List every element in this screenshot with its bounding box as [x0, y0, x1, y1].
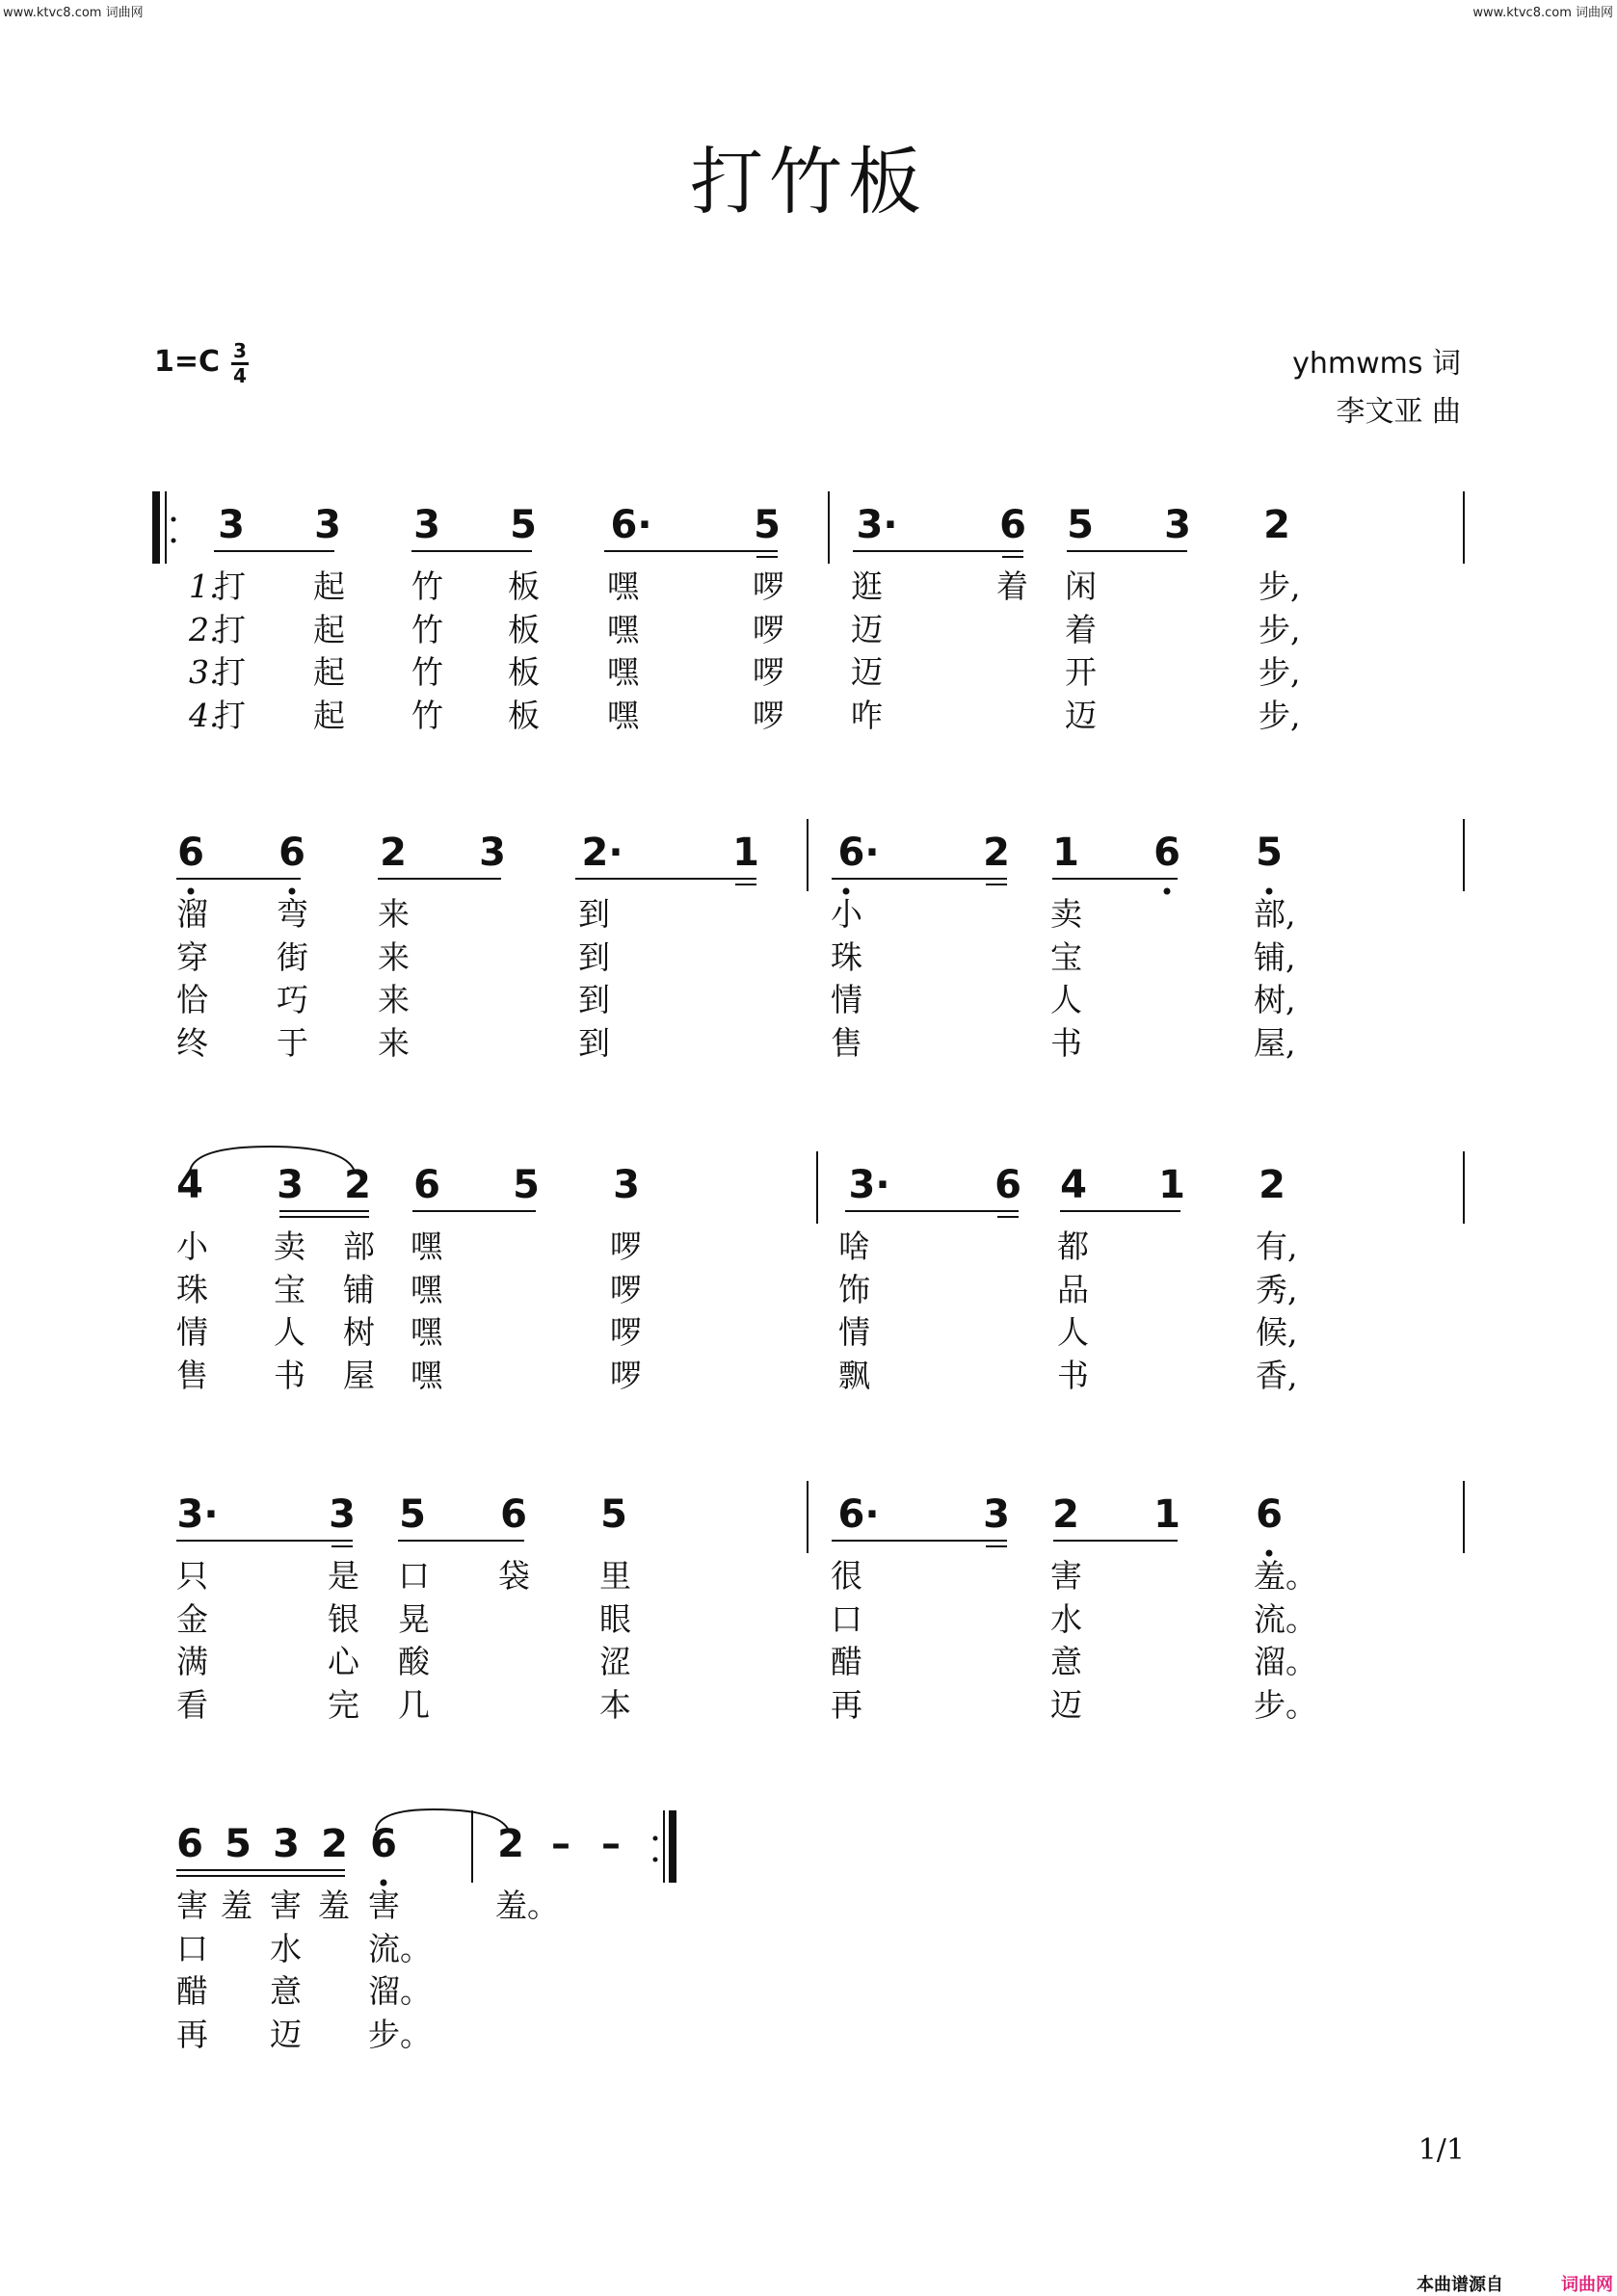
note: 5	[600, 1492, 627, 1537]
lyric: 部,	[1254, 895, 1296, 933]
lyric: 心	[328, 1643, 359, 1680]
lyricist-credit: yhmwms 词	[1292, 347, 1461, 381]
lyric: 竹	[411, 697, 443, 734]
lyric: 里	[599, 1557, 631, 1595]
lyric: 是	[328, 1557, 359, 1595]
lyric: 着	[996, 567, 1028, 605]
lyric: 嘿	[607, 611, 639, 648]
lyric: 啰	[610, 1313, 642, 1351]
lyric: 起	[313, 567, 345, 605]
lyric: 袋	[498, 1557, 530, 1595]
lyric: 步,	[1259, 611, 1301, 648]
lyric: 树,	[1254, 981, 1296, 1018]
lyric: 啥	[838, 1227, 870, 1265]
lyric: 啰	[610, 1271, 642, 1308]
lyric: 宝	[1050, 938, 1082, 976]
time-signature	[231, 341, 249, 385]
lyric: 打	[214, 697, 246, 734]
lyric: 到	[578, 981, 610, 1018]
lyric: 再	[176, 2016, 208, 2053]
lyric: 口	[176, 1930, 208, 1967]
note: 5	[513, 1163, 540, 1207]
lyric: 开	[1065, 653, 1097, 691]
note: 6	[500, 1492, 527, 1537]
footer-source-label: 本曲谱源自	[1417, 2275, 1503, 2295]
note: 3	[314, 503, 341, 547]
note: 5	[225, 1822, 252, 1866]
lyric: 人	[1057, 1313, 1089, 1351]
lyric: 步。	[368, 2016, 432, 2053]
dash: –	[601, 1822, 621, 1866]
lyric: 步,	[1259, 567, 1301, 605]
lyric: 嘿	[411, 1227, 442, 1265]
lyric: 涩	[599, 1643, 631, 1680]
lyric: 板	[508, 653, 540, 691]
note: 2	[1259, 1163, 1286, 1207]
lyric: 竹	[411, 567, 443, 605]
note: 3	[983, 1492, 1010, 1537]
time-signature-top: 3	[233, 339, 247, 362]
lyric: 起	[313, 653, 345, 691]
lyric: 卖	[1050, 895, 1082, 933]
note: 2	[1263, 503, 1290, 547]
lyric: 打	[214, 653, 246, 691]
lyric: 迈	[1065, 697, 1097, 734]
song-title: 打竹板	[690, 139, 927, 224]
lyric: 羞	[318, 1887, 350, 1924]
lyric: 部	[343, 1227, 375, 1265]
lyric: 啰	[610, 1357, 642, 1394]
lyric: 来	[378, 938, 410, 976]
lyric: 迈	[1050, 1686, 1082, 1724]
lyric: 来	[378, 895, 410, 933]
dash: –	[551, 1822, 570, 1866]
lyric: 嘿	[411, 1271, 442, 1308]
lyric: 害	[270, 1887, 302, 1924]
time-signature-bottom: 4	[231, 362, 249, 385]
lyric: 迈	[270, 2016, 302, 2053]
lyric: 都	[1057, 1227, 1089, 1265]
note: 6·	[837, 1492, 880, 1537]
lyric: 板	[508, 697, 540, 734]
lyric: 书	[1057, 1357, 1089, 1394]
note: 3	[613, 1163, 640, 1207]
lyric: 看	[176, 1686, 208, 1724]
lyric: 屋,	[1254, 1024, 1296, 1062]
note: 2	[1052, 1492, 1079, 1537]
note: 2	[983, 831, 1010, 875]
lyric: 羞	[221, 1887, 252, 1924]
lyric: 有,	[1256, 1227, 1298, 1265]
note: 1	[732, 831, 759, 875]
note: 2	[380, 831, 407, 875]
lyric: 意	[1050, 1643, 1082, 1680]
note: 6	[278, 831, 305, 875]
lyric: 小	[176, 1227, 208, 1265]
lyric: 完	[328, 1686, 359, 1724]
lyric: 晃	[398, 1600, 430, 1638]
lyric: 书	[274, 1357, 305, 1394]
lyric: 竹	[411, 611, 443, 648]
note: 1	[1052, 831, 1079, 875]
note: 6	[370, 1822, 397, 1866]
lyric: 铺,	[1254, 938, 1296, 976]
note: 3	[1164, 503, 1191, 547]
note: 5	[510, 503, 537, 547]
lyric: 啰	[610, 1227, 642, 1265]
lyric: 满	[176, 1643, 208, 1680]
lyric: 金	[176, 1600, 208, 1638]
lyric: 逛	[851, 567, 883, 605]
lyric: 本	[599, 1686, 631, 1724]
lyric: 卖	[274, 1227, 305, 1265]
note: 3	[413, 503, 440, 547]
note: 5	[754, 503, 781, 547]
lyric: 迈	[851, 653, 883, 691]
lyric: 只	[176, 1557, 208, 1595]
lyric: 飘	[838, 1357, 870, 1394]
lyric: 咋	[851, 697, 883, 734]
lyric: 秀,	[1256, 1271, 1298, 1308]
lyric: 书	[1050, 1024, 1082, 1062]
lyric: 害	[1050, 1557, 1082, 1595]
lyric: 害	[176, 1887, 208, 1924]
lyric: 情	[176, 1313, 208, 1351]
lyric: 到	[578, 1024, 610, 1062]
lyric: 意	[270, 1972, 302, 2010]
lyric: 啰	[753, 611, 784, 648]
note: 2	[321, 1822, 348, 1866]
note: 3·	[856, 503, 898, 547]
lyric: 打	[214, 611, 246, 648]
note: 4	[1060, 1163, 1087, 1207]
lyric: 醋	[176, 1972, 208, 2010]
note: 2	[344, 1163, 371, 1207]
note: 3	[218, 503, 245, 547]
footer-site-logo: 词曲网	[1561, 2275, 1613, 2295]
lyric: 酸	[398, 1643, 430, 1680]
verse-number: 2.	[189, 611, 220, 648]
lyric: 售	[831, 1024, 862, 1062]
lyric: 口	[398, 1557, 430, 1595]
lyric: 步,	[1259, 697, 1301, 734]
lyric: 起	[313, 611, 345, 648]
note: 3·	[176, 1492, 219, 1537]
lyric: 弯	[277, 895, 308, 933]
lyric: 溜。	[1254, 1643, 1317, 1680]
note: 2	[497, 1822, 524, 1866]
lyric: 溜。	[368, 1972, 432, 2010]
lyric: 巧	[277, 981, 308, 1018]
lyric: 嘿	[607, 697, 639, 734]
lyric: 步,	[1259, 653, 1301, 691]
lyric: 饰	[838, 1271, 870, 1308]
verse-number: 3.	[189, 653, 220, 691]
lyric: 情	[831, 981, 862, 1018]
lyric: 屋	[343, 1357, 375, 1394]
note: 4	[176, 1163, 203, 1207]
lyric: 起	[313, 697, 345, 734]
lyric: 嘿	[411, 1313, 442, 1351]
note: 6	[177, 831, 204, 875]
note: 5	[1067, 503, 1094, 547]
lyric: 小	[831, 895, 862, 933]
note: 6	[999, 503, 1026, 547]
note: 3	[329, 1492, 356, 1537]
lyric: 板	[508, 611, 540, 648]
lyric: 水	[270, 1930, 302, 1967]
lyric: 着	[1065, 611, 1097, 648]
lyric: 嘿	[411, 1357, 442, 1394]
lyric: 醋	[831, 1643, 862, 1680]
note: 3·	[848, 1163, 890, 1207]
row-4-lines	[0, 1476, 1617, 1553]
note: 2·	[581, 831, 623, 875]
lyric: 品	[1057, 1271, 1089, 1308]
lyric: 嘿	[607, 653, 639, 691]
note: 1	[1153, 1492, 1180, 1537]
note: 6	[1153, 831, 1180, 875]
lyric: 人	[1050, 981, 1082, 1018]
lyric: 流。	[368, 1930, 432, 1967]
lyric: 迈	[851, 611, 883, 648]
composer-credit: 李文亚 曲	[1336, 395, 1461, 429]
lyric: 铺	[343, 1271, 375, 1308]
verse-number: 1.	[189, 567, 220, 605]
lyric: 啰	[753, 567, 784, 605]
key-signature: 1=C	[154, 345, 221, 379]
lyric: 水	[1050, 1600, 1082, 1638]
lyric: 候,	[1256, 1313, 1298, 1351]
slur-mark	[190, 1147, 355, 1172]
lyric: 板	[508, 567, 540, 605]
lyric: 啰	[753, 653, 784, 691]
note: 1	[1158, 1163, 1185, 1207]
note: 6·	[610, 503, 652, 547]
lyric: 珠	[831, 938, 862, 976]
lyric: 啰	[753, 697, 784, 734]
note: 3	[273, 1822, 300, 1866]
lyric: 羞。	[495, 1887, 559, 1924]
lyric: 到	[578, 938, 610, 976]
lyric: 来	[378, 1024, 410, 1062]
lyric: 口	[831, 1600, 862, 1638]
page-number: 1/1	[1418, 2133, 1465, 2167]
lyric: 银	[328, 1600, 359, 1638]
lyric: 很	[831, 1557, 862, 1595]
note: 3	[479, 831, 506, 875]
lyric: 售	[176, 1357, 208, 1394]
lyric: 宝	[274, 1271, 305, 1308]
note: 6·	[837, 831, 880, 875]
lyric: 羞。	[1254, 1557, 1317, 1595]
lyric: 几	[398, 1686, 430, 1724]
header-left-watermark: www.ktvc8.com 词曲网	[3, 6, 144, 20]
row-3-lines	[0, 1147, 1617, 1224]
lyric: 打	[214, 567, 246, 605]
lyric: 树	[343, 1313, 375, 1351]
note: 6	[413, 1163, 440, 1207]
lyric: 情	[838, 1313, 870, 1351]
lyric: 溜	[176, 895, 208, 933]
lyric: 流。	[1254, 1600, 1317, 1638]
lyric: 街	[277, 938, 308, 976]
lyric: 人	[274, 1313, 305, 1351]
lyric: 害	[368, 1887, 400, 1924]
lyric: 眼	[599, 1600, 631, 1638]
lyric: 终	[176, 1024, 208, 1062]
lyric: 香,	[1256, 1357, 1298, 1394]
lyric: 穿	[176, 938, 208, 976]
lyric: 恰	[176, 981, 208, 1018]
lyric: 竹	[411, 653, 443, 691]
note: 3	[277, 1163, 304, 1207]
note: 5	[399, 1492, 426, 1537]
note: 5	[1256, 831, 1283, 875]
lyric: 嘿	[607, 567, 639, 605]
note: 6	[994, 1163, 1021, 1207]
lyric: 再	[831, 1686, 862, 1724]
lyric: 闲	[1065, 567, 1097, 605]
note: 6	[176, 1822, 203, 1866]
verse-number: 4.	[189, 697, 220, 734]
lyric: 于	[277, 1024, 308, 1062]
lyric: 步。	[1254, 1686, 1317, 1724]
lyric: 来	[378, 981, 410, 1018]
lyric: 到	[578, 895, 610, 933]
header-right-watermark: www.ktvc8.com 词曲网	[1472, 6, 1613, 20]
note: 6	[1256, 1492, 1283, 1537]
lyric: 珠	[176, 1271, 208, 1308]
row-2-lines	[0, 814, 1617, 891]
